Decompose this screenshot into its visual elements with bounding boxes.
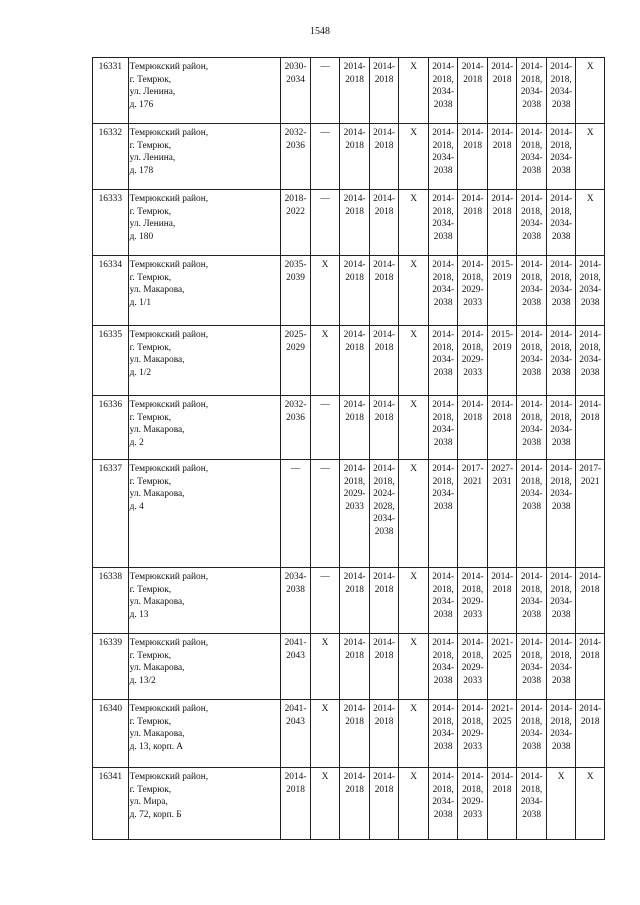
period-cell: 2014-2018 bbox=[340, 190, 370, 256]
period-cell: 2014-2018 bbox=[487, 58, 517, 124]
address-line: г. Темрюк, bbox=[129, 342, 172, 353]
period-cell: 2014-2018 bbox=[340, 768, 370, 840]
period-cell: X bbox=[399, 58, 429, 124]
period-cell: 2014-2018 bbox=[487, 396, 517, 460]
period-cell: 2014-2018 bbox=[458, 58, 488, 124]
period-cell: 2014-2018, 2029-2033 bbox=[458, 326, 488, 396]
period-cell: 2014-2018 bbox=[340, 58, 370, 124]
period-cell: 2014-2018, 2029-2033 bbox=[458, 634, 488, 700]
period-cell: 2014-2018, 2034-2038 bbox=[546, 256, 576, 326]
address-line: г. Темрюк, bbox=[129, 74, 172, 85]
address-line: Темрюкский район, bbox=[129, 638, 209, 648]
address-cell bbox=[128, 700, 281, 768]
address-line: Темрюкский район, bbox=[129, 772, 209, 782]
table-row bbox=[93, 326, 605, 396]
period-cell: 2014-2018 bbox=[487, 124, 517, 190]
period-cell: 2014-2018, 2034-2038 bbox=[517, 256, 547, 326]
period-cell: 2014-2018 bbox=[458, 124, 488, 190]
period-cell: 2014-2018 bbox=[369, 190, 399, 256]
address-line: ул. Макарова, bbox=[129, 285, 185, 296]
period-cell: X bbox=[399, 190, 429, 256]
address-line: д. 13 bbox=[129, 609, 149, 620]
row-number: 16336 bbox=[93, 396, 129, 460]
address-line: Темрюкский район, bbox=[129, 464, 209, 474]
row-number: 16333 bbox=[93, 190, 129, 256]
period-cell: 2014-2018, 2034-2038 bbox=[517, 396, 547, 460]
address-cell bbox=[128, 396, 281, 460]
period-cell: — bbox=[310, 58, 340, 124]
period-cell: 2014-2018, 2034-2038 bbox=[428, 568, 458, 634]
period-cell: 2014-2018, 2034-2038 bbox=[517, 768, 547, 840]
period-cell: 2014-2018 bbox=[340, 256, 370, 326]
period-cell: X bbox=[310, 700, 340, 768]
period-cell: 2014-2018, 2029-2033 bbox=[458, 768, 488, 840]
address-line: г. Темрюк, bbox=[129, 784, 172, 795]
period-cell: 2014-2018 bbox=[369, 256, 399, 326]
period-cell: 2014-2018, 2034-2038 bbox=[517, 124, 547, 190]
period-cell: 2014-2018, 2034-2038 bbox=[517, 700, 547, 768]
period-cell: 2021-2025 bbox=[487, 634, 517, 700]
address-cell bbox=[128, 634, 281, 700]
address-line: Темрюкский район, bbox=[129, 330, 209, 340]
address-line: ул. Макарова, bbox=[129, 729, 185, 740]
period-cell: 2014-2018 bbox=[369, 568, 399, 634]
period-cell: 2014-2018 bbox=[281, 768, 311, 840]
period-cell: 2034-2038 bbox=[281, 568, 311, 634]
address-line: Темрюкский район, bbox=[129, 704, 209, 714]
period-cell: 2014-2018, 2034-2038 bbox=[546, 58, 576, 124]
row-number: 16338 bbox=[93, 568, 129, 634]
period-cell: 2014-2018, 2034-2038 bbox=[517, 460, 547, 568]
table-row bbox=[93, 396, 605, 460]
period-cell: X bbox=[399, 326, 429, 396]
row-number: 16339 bbox=[93, 634, 129, 700]
period-cell: X bbox=[310, 634, 340, 700]
period-cell: X bbox=[399, 396, 429, 460]
address-line: д. 1/2 bbox=[129, 367, 152, 378]
period-cell: 2014-2018 bbox=[369, 124, 399, 190]
period-cell: X bbox=[399, 634, 429, 700]
period-cell: 2014-2018 bbox=[369, 634, 399, 700]
address-line: д. 178 bbox=[129, 165, 154, 176]
period-cell: 2014-2018 bbox=[576, 634, 605, 700]
table-row bbox=[93, 568, 605, 634]
address-line: ул. Макарова, bbox=[129, 663, 185, 674]
table-row bbox=[93, 768, 605, 840]
table-row bbox=[93, 124, 605, 190]
table-body bbox=[93, 58, 605, 840]
address-line: г. Темрюк, bbox=[129, 650, 172, 661]
period-cell: 2014-2018, 2034-2038 bbox=[428, 396, 458, 460]
period-cell: X bbox=[310, 768, 340, 840]
address-line: ул. Макарова, bbox=[129, 355, 185, 366]
period-cell: X bbox=[576, 190, 605, 256]
period-cell: 2014-2018 bbox=[369, 58, 399, 124]
period-cell: 2014-2018 bbox=[369, 326, 399, 396]
address-line: д. 4 bbox=[129, 501, 144, 512]
address-cell bbox=[128, 124, 281, 190]
table-row bbox=[93, 58, 605, 124]
period-cell: 2014-2018, 2034-2038 bbox=[546, 460, 576, 568]
period-cell: 2014-2018, 2034-2038 bbox=[428, 460, 458, 568]
address-cell bbox=[128, 256, 281, 326]
period-cell: 2014-2018 bbox=[340, 326, 370, 396]
period-cell: X bbox=[399, 768, 429, 840]
period-cell: 2014-2018, 2034-2038 bbox=[546, 396, 576, 460]
period-cell: 2014-2018, 2029-2033 bbox=[458, 256, 488, 326]
period-cell: X bbox=[546, 768, 576, 840]
period-cell: 2032-2036 bbox=[281, 124, 311, 190]
period-cell: X bbox=[399, 568, 429, 634]
period-cell: 2025-2029 bbox=[281, 326, 311, 396]
period-cell: 2014-2018 bbox=[340, 124, 370, 190]
table-row bbox=[93, 634, 605, 700]
housing-repair-table bbox=[92, 57, 605, 840]
period-cell: 2014-2018, 2034-2038 bbox=[517, 58, 547, 124]
address-cell bbox=[128, 58, 281, 124]
period-cell: 2014-2018 bbox=[369, 700, 399, 768]
address-line: д. 176 bbox=[129, 99, 154, 110]
row-number: 16340 bbox=[93, 700, 129, 768]
period-cell: 2014-2018 bbox=[458, 396, 488, 460]
address-line: ул. Ленина, bbox=[129, 219, 176, 230]
address-line: д. 1/1 bbox=[129, 297, 152, 308]
period-cell: 2014-2018, 2034-2038 bbox=[517, 326, 547, 396]
address-cell bbox=[128, 190, 281, 256]
period-cell: 2014-2018, 2034-2038 bbox=[428, 124, 458, 190]
address-cell bbox=[128, 568, 281, 634]
address-line: ул. Макарова, bbox=[129, 489, 185, 500]
period-cell: 2014-2018, 2034-2038 bbox=[428, 634, 458, 700]
period-cell: 2014-2018, 2029-2033 bbox=[458, 700, 488, 768]
period-cell: 2014-2018, 2029-2033 bbox=[340, 460, 370, 568]
row-number: 16337 bbox=[93, 460, 129, 568]
address-line: д. 13/2 bbox=[129, 675, 156, 686]
period-cell: 2014-2018, 2034-2038 bbox=[546, 326, 576, 396]
table-row bbox=[93, 700, 605, 768]
period-cell: 2015-2019 bbox=[487, 326, 517, 396]
period-cell: 2014-2018 bbox=[576, 568, 605, 634]
period-cell: 2014-2018, 2024-2028, 2034-2038 bbox=[369, 460, 399, 568]
period-cell: — bbox=[310, 190, 340, 256]
address-line: д. 2 bbox=[129, 437, 144, 448]
period-cell: X bbox=[399, 124, 429, 190]
period-cell: X bbox=[576, 768, 605, 840]
period-cell: 2035-2039 bbox=[281, 256, 311, 326]
period-cell: 2032-2036 bbox=[281, 396, 311, 460]
address-line: ул. Макарова, bbox=[129, 597, 185, 608]
period-cell: 2014-2018, 2034-2038 bbox=[546, 124, 576, 190]
period-cell: 2014-2018, 2034-2038 bbox=[428, 700, 458, 768]
page-number: 1548 bbox=[310, 26, 330, 37]
address-line: д. 180 bbox=[129, 231, 154, 242]
row-number: 16331 bbox=[93, 58, 129, 124]
period-cell: X bbox=[399, 460, 429, 568]
period-cell: X bbox=[310, 326, 340, 396]
period-cell: 2014-2018 bbox=[340, 396, 370, 460]
period-cell: 2014-2018, 2034-2038 bbox=[428, 768, 458, 840]
period-cell: 2014-2018 bbox=[340, 568, 370, 634]
row-number: 16341 bbox=[93, 768, 129, 840]
address-line: Темрюкский район, bbox=[129, 400, 209, 410]
address-line: ул. Макарова, bbox=[129, 425, 185, 436]
address-line: Темрюкский район, bbox=[129, 572, 209, 582]
period-cell: 2041-2043 bbox=[281, 700, 311, 768]
period-cell: 2014-2018, 2034-2038 bbox=[517, 634, 547, 700]
period-cell: 2014-2018 bbox=[576, 396, 605, 460]
period-cell: 2014-2018, 2034-2038 bbox=[546, 700, 576, 768]
period-cell: 2014-2018, 2034-2038 bbox=[576, 326, 605, 396]
period-cell: 2014-2018 bbox=[487, 568, 517, 634]
period-cell: 2014-2018, 2034-2038 bbox=[546, 190, 576, 256]
address-line: Темрюкский район, bbox=[129, 62, 209, 72]
period-cell: — bbox=[310, 568, 340, 634]
address-line: г. Темрюк, bbox=[129, 412, 172, 423]
table-row bbox=[93, 256, 605, 326]
period-cell: 2014-2018, 2034-2038 bbox=[517, 568, 547, 634]
period-cell: 2018-2022 bbox=[281, 190, 311, 256]
period-cell: X bbox=[576, 124, 605, 190]
period-cell: 2027-2031 bbox=[487, 460, 517, 568]
period-cell: 2017-2021 bbox=[576, 460, 605, 568]
period-cell: 2014-2018 bbox=[369, 396, 399, 460]
row-number: 16334 bbox=[93, 256, 129, 326]
period-cell: 2021-2025 bbox=[487, 700, 517, 768]
period-cell: 2014-2018 bbox=[369, 768, 399, 840]
period-cell: 2014-2018, 2034-2038 bbox=[576, 256, 605, 326]
address-line: г. Темрюк, bbox=[129, 584, 172, 595]
address-line: Темрюкский район, bbox=[129, 260, 209, 270]
row-number: 16332 bbox=[93, 124, 129, 190]
table-row bbox=[93, 460, 605, 568]
period-cell: 2014-2018, 2034-2038 bbox=[428, 326, 458, 396]
period-cell: 2014-2018 bbox=[487, 190, 517, 256]
address-line: г. Темрюк, bbox=[129, 206, 172, 217]
period-cell: 2014-2018 bbox=[487, 768, 517, 840]
address-cell bbox=[128, 460, 281, 568]
address-cell bbox=[128, 326, 281, 396]
address-line: г. Темрюк, bbox=[129, 140, 172, 151]
address-line: д. 13, корп. А bbox=[129, 741, 184, 752]
period-cell: 2014-2018, 2034-2038 bbox=[428, 256, 458, 326]
period-cell: — bbox=[310, 460, 340, 568]
address-line: г. Темрюк, bbox=[129, 716, 172, 727]
table-row bbox=[93, 190, 605, 256]
period-cell: — bbox=[310, 124, 340, 190]
period-cell: 2014-2018, 2034-2038 bbox=[428, 190, 458, 256]
period-cell: 2014-2018, 2034-2038 bbox=[517, 190, 547, 256]
period-cell: 2014-2018 bbox=[340, 634, 370, 700]
period-cell: 2014-2018 bbox=[576, 700, 605, 768]
period-cell: 2041-2043 bbox=[281, 634, 311, 700]
address-line: д. 72, корп. Б bbox=[129, 809, 182, 820]
address-line: г. Темрюк, bbox=[129, 272, 172, 283]
period-cell: 2014-2018 bbox=[340, 700, 370, 768]
row-number: 16335 bbox=[93, 326, 129, 396]
period-cell: X bbox=[399, 700, 429, 768]
period-cell: 2030-2034 bbox=[281, 58, 311, 124]
period-cell: — bbox=[310, 396, 340, 460]
period-cell: X bbox=[576, 58, 605, 124]
address-cell bbox=[128, 768, 281, 840]
period-cell: 2014-2018 bbox=[458, 190, 488, 256]
address-line: ул. Ленина, bbox=[129, 153, 176, 164]
address-line: ул. Ленина, bbox=[129, 87, 176, 98]
address-line: г. Темрюк, bbox=[129, 476, 172, 487]
address-line: ул. Мира, bbox=[129, 797, 168, 808]
period-cell: 2014-2018, 2034-2038 bbox=[428, 58, 458, 124]
period-cell: 2015-2019 bbox=[487, 256, 517, 326]
period-cell: X bbox=[310, 256, 340, 326]
period-cell: 2017-2021 bbox=[458, 460, 488, 568]
period-cell: 2014-2018, 2034-2038 bbox=[546, 634, 576, 700]
address-line: Темрюкский район, bbox=[129, 194, 209, 204]
period-cell: X bbox=[399, 256, 429, 326]
period-cell: 2014-2018, 2029-2033 bbox=[458, 568, 488, 634]
period-cell: 2014-2018, 2034-2038 bbox=[546, 568, 576, 634]
period-cell: — bbox=[281, 460, 311, 568]
address-line: Темрюкский район, bbox=[129, 128, 209, 138]
